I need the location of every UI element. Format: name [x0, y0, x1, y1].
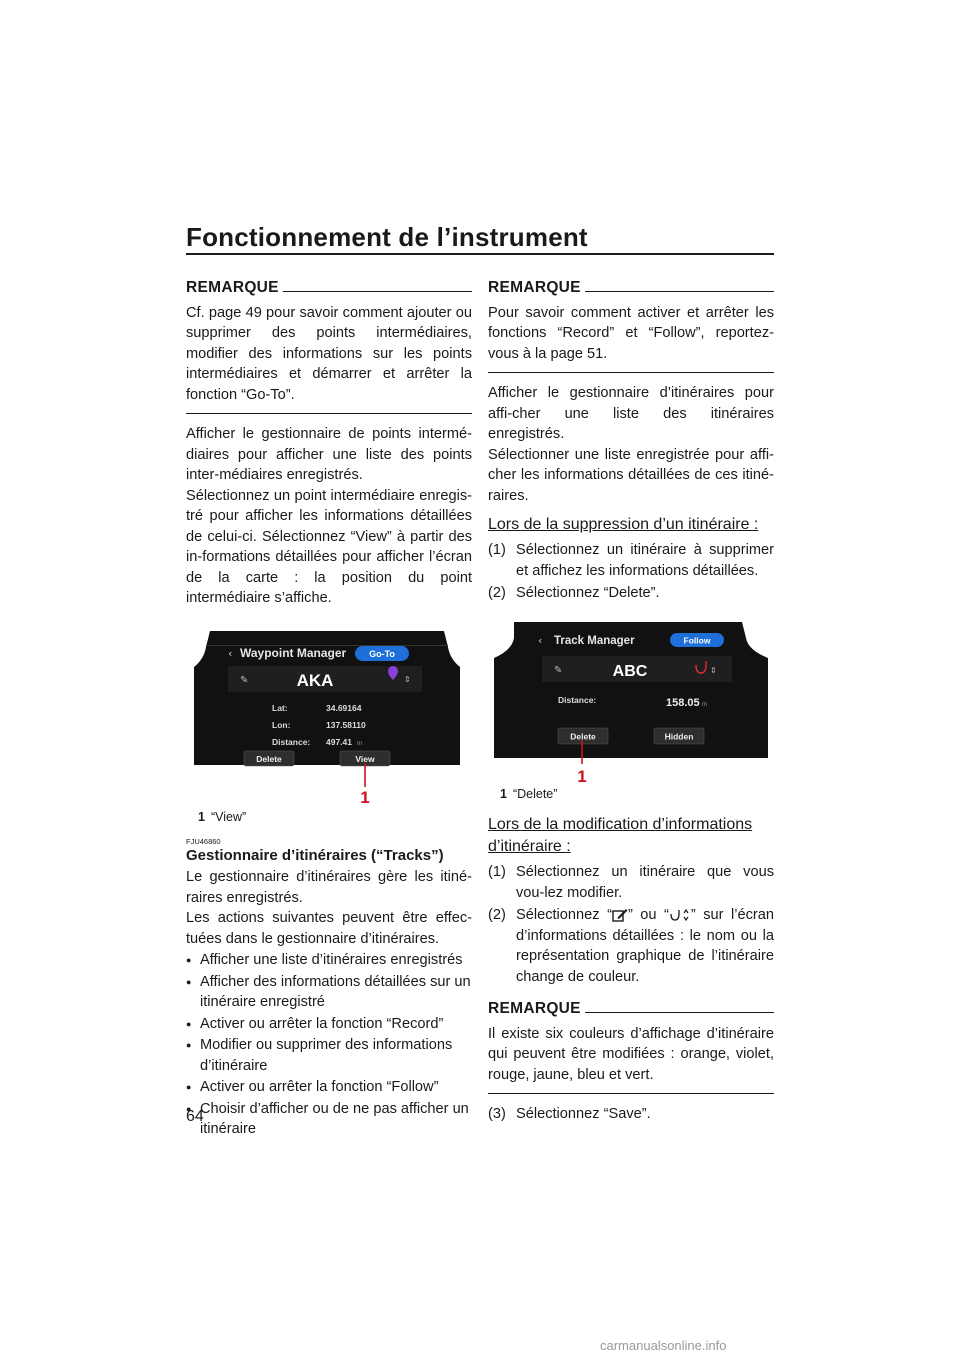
subheading: Lors de la modification d’informations d’itinéraire :: [488, 816, 753, 855]
step-text-post: ” sur l’écran d’informations détaillées : le nom ou la représentation graphique de l’itinéraire change de couleur.: [516, 907, 775, 985]
waypoint-manager-screen: [192, 627, 462, 805]
caption-number: 1: [198, 809, 205, 824]
step-text: Sélectionnez un itinéraire à supprimer et affichez les informations détaillées.: [516, 542, 774, 579]
distance-value: 497.41: [326, 736, 352, 747]
paragraph: Afficher le gestionnaire de points intermé-diaires pour afficher une liste des points inter-médiaires enregistrés.: [186, 426, 472, 483]
title-rule: [186, 253, 774, 255]
remarque-text: Pour savoir comment activer et arrêter les fonctions “Record” et “Follow”, reportez-vous à la page 51.: [488, 304, 774, 362]
paragraph: Les actions suivantes peuvent être effec-tuées dans le gestionnaire d’itinéraires.: [186, 910, 472, 947]
step-item: [488, 1104, 774, 1125]
edit-icon: ✎: [554, 664, 563, 676]
step-text-mid: ” ou “: [627, 907, 669, 923]
paragraph: Sélectionner une liste enregistrée pour affi-cher les informations détaillées de ces itiné-raires.: [488, 446, 774, 504]
step-text: Sélectionnez un itinéraire que vous vou-lez modifier.: [516, 864, 774, 901]
svg-text:‹: ‹: [538, 633, 543, 647]
track-name: ABC: [612, 662, 648, 680]
remarque-end-rule: [488, 1093, 774, 1094]
svg-text:⇕: ⇕: [404, 674, 411, 684]
waypoint-manager-figure: [192, 627, 462, 805]
step-number: (2): [488, 585, 506, 601]
step-text: Sélectionnez “Delete”.: [516, 585, 660, 601]
delete-button: Delete: [256, 753, 282, 764]
watermark: carmanualsonline.info: [600, 1338, 727, 1353]
step-number: (1): [488, 864, 506, 880]
callout-number: 1: [360, 787, 370, 805]
remarque-heading: [186, 278, 472, 299]
section-heading: Gestionnaire d’itinéraires (“Tracks”): [186, 847, 444, 864]
remarque-heading: [488, 999, 774, 1020]
distance-value: 158.05: [666, 696, 700, 709]
paragraph: Le gestionnaire d’itinéraires gère les itiné-raires enregistrés.: [186, 869, 472, 906]
caption-text: “Delete”: [512, 786, 558, 801]
caption-text: “View”: [210, 809, 247, 824]
remarque-label: REMARQUE: [186, 279, 279, 296]
caption-number: 1: [500, 786, 507, 801]
list-item: ● Choisir d’afficher ou de ne pas afficher un itinéraire: [186, 1099, 472, 1140]
distance-label: Distance:: [272, 736, 311, 747]
hidden-button: Hidden: [664, 731, 694, 741]
list-item: ● Afficher une liste d’itinéraires enregistrés: [186, 950, 472, 971]
lat-label: Lat:: [272, 702, 288, 713]
right-column: [488, 278, 774, 1127]
section-code: FJU46860: [186, 837, 221, 846]
goto-button: Go-To: [369, 648, 395, 659]
edit-icon: ✎: [240, 674, 249, 686]
list-item: ● Activer ou arrêter la fonction “Record”: [186, 1014, 472, 1035]
step-item: [488, 583, 774, 604]
screen-title: Track Manager: [554, 634, 635, 647]
step-item: [488, 862, 774, 903]
step-number: (3): [488, 1106, 506, 1122]
distance-label: Distance:: [558, 694, 597, 705]
waypoint-name: AKA: [296, 670, 334, 690]
edit-icon: [612, 908, 628, 922]
lon-value: 137.58110: [326, 719, 366, 730]
track-manager-screen: [492, 618, 772, 796]
page-number: 64: [186, 1108, 204, 1125]
list-item: ● Modifier ou supprimer des informations d’itinéraire: [186, 1035, 472, 1076]
remarque-text: Cf. page 49 pour savoir comment ajouter ou supprimer des points intermédiaires, modifier des informations sur les points intermédiaires et démarrer et arrêter la fonction “Go-To”.: [186, 304, 472, 403]
track-shape-icon: [669, 908, 691, 922]
page-title: Fonctionnement de l’instrument: [186, 222, 588, 252]
svg-text:⇕: ⇕: [710, 665, 717, 675]
figure-caption: [186, 807, 472, 828]
svg-text:‹: ‹: [228, 646, 233, 660]
paragraph: Afficher le gestionnaire d’itinéraires pour affi-cher une liste des itinéraires enregistrés.: [488, 385, 774, 442]
step-text: Sélectionnez “Save”.: [516, 1106, 651, 1122]
lon-label: Lon:: [272, 719, 291, 730]
callout-number: 1: [577, 766, 587, 786]
remarque-end-rule: [488, 372, 774, 373]
remarque-heading: [488, 278, 774, 299]
step-item: [488, 905, 774, 987]
remarque-end-rule: [186, 413, 472, 414]
track-manager-figure: [492, 618, 762, 796]
view-button: View: [355, 753, 375, 764]
list-item: ● Activer ou arrêter la fonction “Follow”: [186, 1077, 472, 1098]
left-column: [186, 278, 472, 1141]
screen-title: Waypoint Manager: [240, 645, 347, 660]
paragraph: Sélectionnez un point intermédiaire enregis-tré pour afficher les informations détaillées de celui-ci. Sélectionnez “View” à partir des in-formations détaillées pour afficher l’écran de la carte : la position du point intermédiaire s’affiche.: [186, 487, 472, 606]
remarque-label: REMARQUE: [488, 279, 581, 296]
step-number: (1): [488, 542, 506, 558]
step-number: (2): [488, 907, 506, 923]
remarque-text: Il existe six couleurs d’affichage d’itinéraire qui peuvent être modifiées : orange, violet, rouge, jaune, bleu et vert.: [488, 1025, 774, 1083]
subheading: Lors de la suppression d’un itinéraire :: [488, 516, 759, 533]
remarque-label: REMARQUE: [488, 1000, 581, 1017]
lat-value: 34.69164: [326, 702, 362, 713]
delete-button: Delete: [570, 731, 596, 741]
follow-button: Follow: [683, 635, 711, 645]
distance-unit: m: [702, 701, 707, 708]
distance-unit: m: [357, 740, 362, 747]
list-item: ● Afficher des informations détaillées sur un itinéraire enregistré: [186, 972, 472, 1013]
step-text-pre: Sélectionnez “: [516, 907, 612, 923]
step-item: [488, 540, 774, 581]
